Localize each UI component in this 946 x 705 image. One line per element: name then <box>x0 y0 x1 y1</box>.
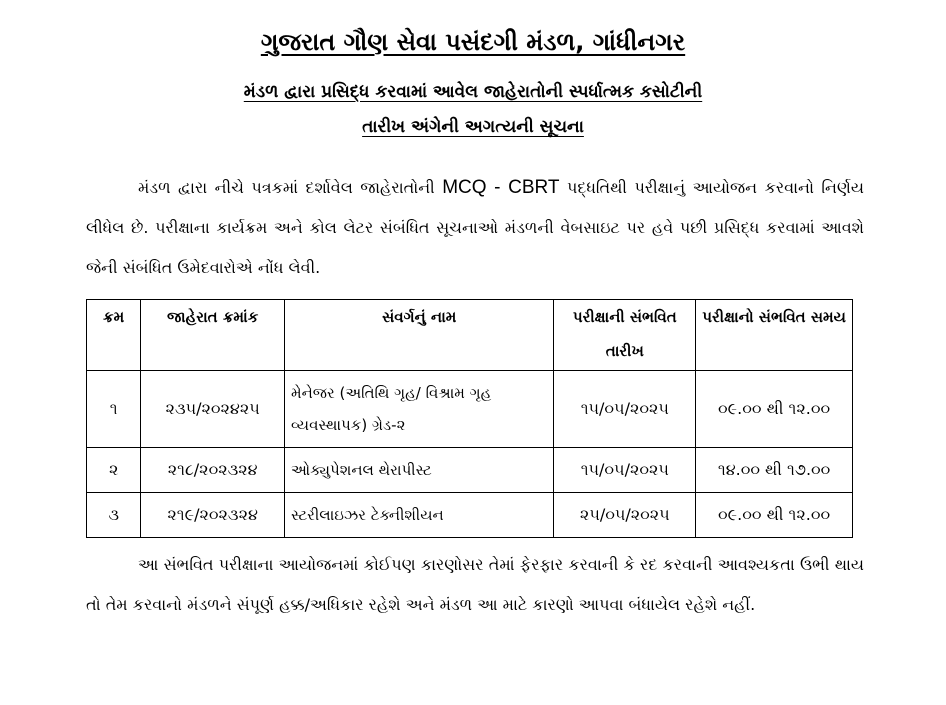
row-date: ૧૫/૦૫/૨૦૨૫ <box>554 448 696 493</box>
row-advt: ૨૩૫/૨૦૨૪૨૫ <box>141 371 285 448</box>
row-num: ૧ <box>87 371 141 448</box>
header-post: સંવર્ગનું નામ <box>285 300 554 371</box>
footer-paragraph: આ સંભવિત પરીક્ષાના આયોજનમાં કોઈપણ કારણોસર તેમાં ફેરફાર કરવાની કે રદ કરવાની આવશ્યકતા ઉભી થાય તો તેમ કરવાનો મંડળને સંપૂર્ણ હક્ક/અધિકાર રહેશે અને મંડળ આ માટે કારણો આપવા બંધાયેલ રહેશે નહીં. <box>86 555 864 614</box>
header-advt: જાહેરાત ક્રમાંક <box>141 300 285 371</box>
notice-subtitle-line2 <box>0 117 946 137</box>
header-time: પરીક્ષાનો સંભવિત સમય <box>696 300 853 371</box>
row-date: ૨૫/૦૫/૨૦૨૫ <box>554 493 696 538</box>
intro-part1: મંડળ દ્વારા નીચે પત્રકમાં દર્શાવેલ જાહેરાતોની <box>138 178 443 197</box>
header-num: ક્રમ <box>87 300 141 371</box>
row-post: સ્ટરીલાઇઝર ટેક્નીશીયન <box>285 493 554 538</box>
header-date: પરીક્ષાની સંભવિત તારીખ <box>554 300 696 371</box>
row-post: ઓક્યુપેશનલ થેરાપીસ્ટ <box>285 448 554 493</box>
table-row <box>87 448 853 493</box>
intro-part2: પદ્ધતિથી પરીક્ષાનું આયોજન કરવાનો નિર્ણય લીધેલ છે. પરીક્ષાના કાર્યક્રમ અને કોલ લેટર સંબંધિત સૂચનાઓ મંડળની વેબસાઇટ પર હવે પછી પ્રસિદ્ધ કરવામાં આવશે જેની સંબંધિત ઉમેદવારોએ નોંધ લેવી. <box>86 178 864 277</box>
exam-mode: MCQ - CBRT <box>442 177 560 198</box>
table-header-row <box>87 300 853 371</box>
row-num: ૨ <box>87 448 141 493</box>
row-time: ૦૯.૦૦ થી ૧૨.૦૦ <box>696 371 853 448</box>
notice-subtitle-line1 <box>0 82 946 102</box>
row-time: ૧૪.૦૦ થી ૧૭.૦૦ <box>696 448 853 493</box>
subtitle-line2-text: તારીખ અંગેની અગત્યની સૂચના <box>362 117 584 137</box>
table-row <box>87 371 853 448</box>
page-title-text: ગુજરાત ગૌણ સેવા પસંદગી મંડળ, ગાંધીનગર <box>260 28 686 56</box>
row-post: મેનેજર (અતિથિ ગૃહ/ વિશ્રામ ગૃહ વ્યવસ્થાપક) ગ્રેડ-૨ <box>285 371 554 448</box>
row-advt: ૨૧૯/૨૦૨૩૨૪ <box>141 493 285 538</box>
intro-paragraph <box>86 168 864 288</box>
row-time: ૦૯.૦૦ થી ૧૨.૦૦ <box>696 493 853 538</box>
subtitle-line1-text: મંડળ દ્વારા પ્રસિદ્ધ કરવામાં આવેલ જાહેરાતોની સ્પર્ધાત્મક કસોટીની <box>243 82 703 102</box>
exam-schedule-table <box>86 299 853 538</box>
row-advt: ૨૧૮/૨૦૨૩૨૪ <box>141 448 285 493</box>
table-row <box>87 493 853 538</box>
page-title <box>0 28 946 56</box>
row-num: ૩ <box>87 493 141 538</box>
row-date: ૧૫/૦૫/૨૦૨૫ <box>554 371 696 448</box>
